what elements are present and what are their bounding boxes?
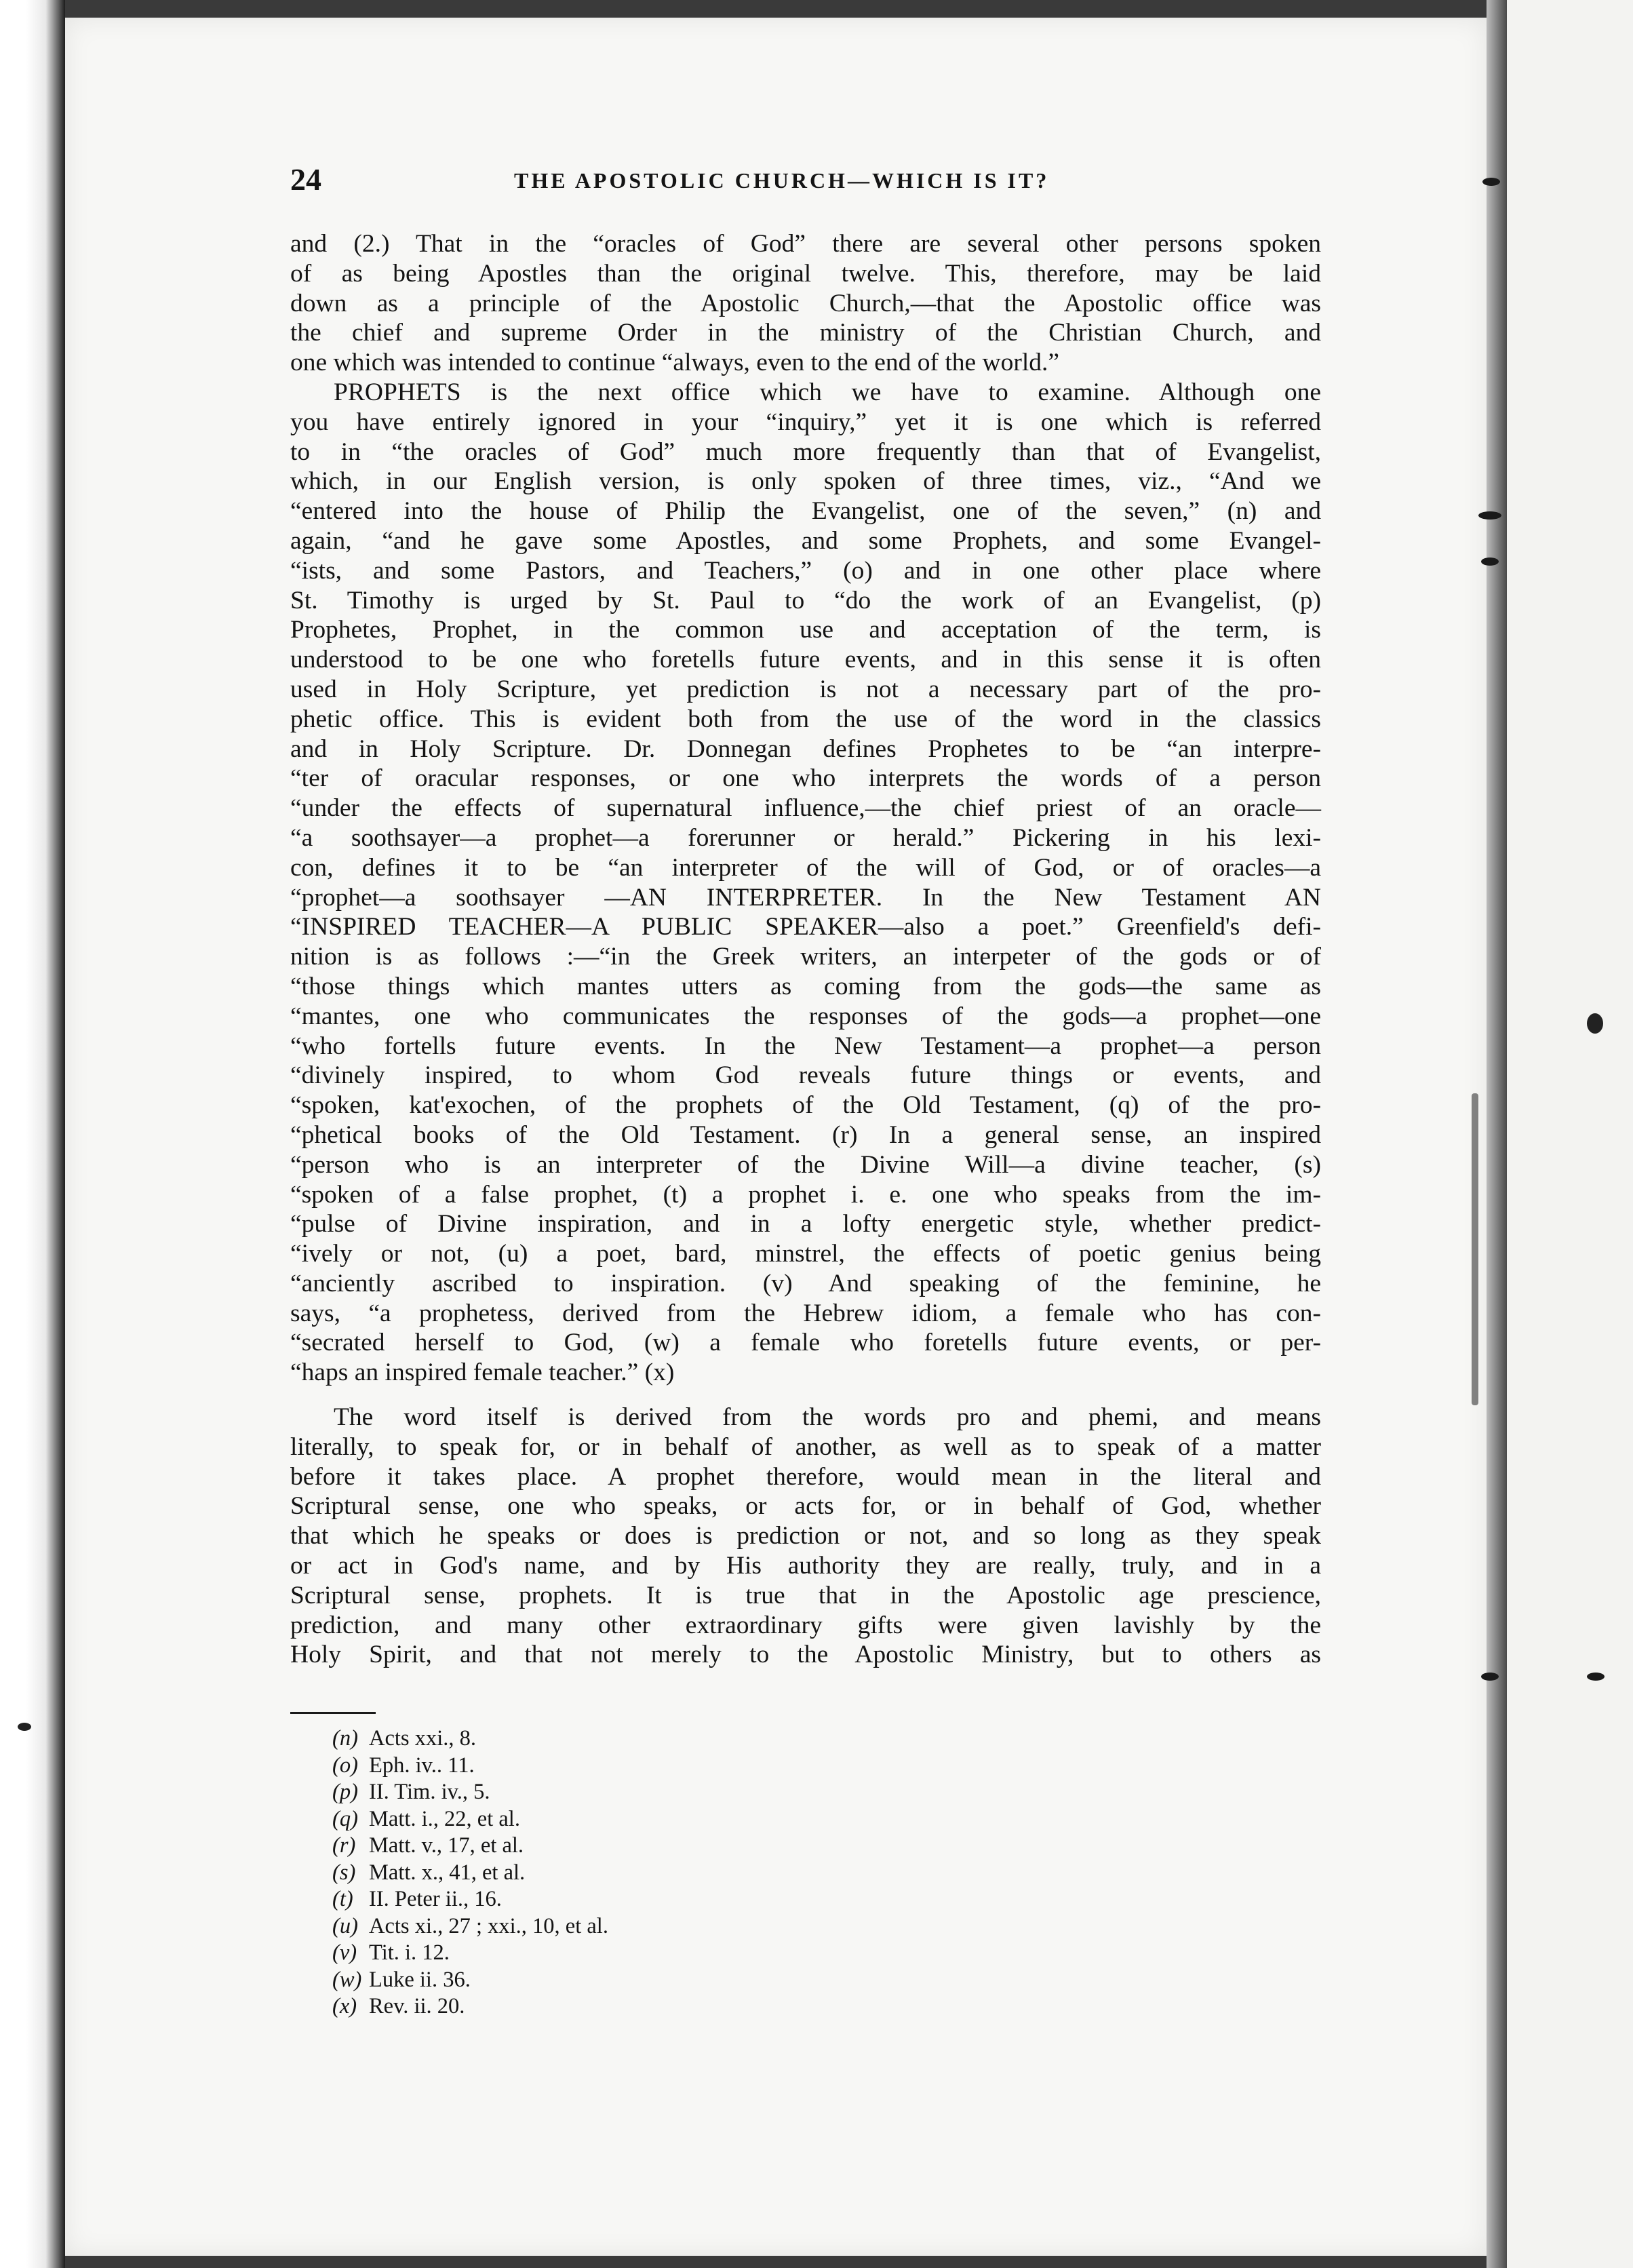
text-line: Prophetes, Prophet, in the common use and acceptation of the term, is: [290, 616, 1321, 644]
text-line: con, defines it to be “an interpreter of the will of God, or of oracles—a: [290, 853, 1321, 882]
text-line: before it takes place. A prophet therefore, would mean in the literal and: [290, 1462, 1321, 1491]
text-line: nition is as follows :—“in the Greek writers, an interpeter of the gods or of: [290, 943, 1321, 971]
footnote-ref: II. Peter ii., 16.: [369, 1887, 502, 1911]
footnote-ref: Matt. x., 41, et al.: [369, 1860, 526, 1885]
text-line: Scriptural sense, prophets. It is true that in the Apostolic age prescience,: [290, 1581, 1321, 1609]
footnote-mark: (n): [332, 1726, 358, 1751]
footnote: [332, 1753, 608, 1780]
text-line: “those things which mantes utters as coming from the gods—the same as: [290, 972, 1321, 1000]
footnote-mark: (v): [332, 1940, 357, 1965]
text-line: “spoken, kat'exochen, of the prophets of the Old Testament, (q) of the pro-: [290, 1091, 1321, 1120]
text-line: “who fortells future events. In the New Testament—a prophet—a person: [290, 1032, 1321, 1060]
footnote-mark: (q): [332, 1806, 358, 1831]
text-line: “INSPIRED TEACHER—A PUBLIC SPEAKER—also a poet.” Greenfield's defi-: [290, 913, 1321, 941]
binding-shadow: [1472, 1093, 1478, 1405]
text-line: Holy Spirit, and that not merely to the Apostolic Ministry, but to others as: [290, 1641, 1321, 1669]
text-line: literally, to speak for, or in behalf of another, as well as to speak of a matter: [290, 1432, 1321, 1461]
page-number: 24: [290, 162, 321, 197]
page-gutter: [1487, 0, 1507, 2268]
body-text: [290, 229, 1321, 1670]
footnote: [332, 1886, 608, 1913]
footnote-mark: (w): [332, 1967, 362, 1992]
text-line: and (2.) That in the “oracles of God” there are several other persons spoken: [290, 230, 1321, 258]
text-line: “prophet—a soothsayer —AN INTERPRETER. In the New Testament AN: [290, 883, 1321, 912]
text-line: the chief and supreme Order in the ministry of the Christian Church, and: [290, 319, 1321, 347]
text-line: of as being Apostles than the original twelve. This, therefore, may be laid: [290, 259, 1321, 288]
text-line: “under the effects of supernatural influence,—the chief priest of an oracle—: [290, 794, 1321, 823]
footnote-ref: II. Tim. iv., 5.: [369, 1780, 490, 1804]
footnote-ref: Luke ii. 36.: [369, 1967, 471, 1992]
footnote-ref: Matt. v., 17, et al.: [369, 1833, 524, 1858]
text-line: “ively or not, (u) a poet, bard, minstrel, the effects of poetic genius being: [290, 1240, 1321, 1268]
scan-speck: [1481, 1673, 1499, 1681]
footnote-mark: (p): [332, 1780, 358, 1804]
footnote-mark: (t): [332, 1887, 353, 1911]
footnote: [332, 1967, 608, 1994]
text-line: to in “the oracles of God” much more frequently than that of Evangelist,: [290, 437, 1321, 466]
text-line: phetic office. This is evident both from the use of the word in the classics: [290, 705, 1321, 733]
scan-speck: [1482, 178, 1500, 186]
adjacent-page-edge: [1507, 0, 1633, 2268]
text-line: that which he speaks or does is prediction or not, and so long as they speak: [290, 1522, 1321, 1550]
footnotes: [332, 1725, 608, 2020]
text-line: prediction, and many other extraordinary gifts were given lavishly by the: [290, 1611, 1321, 1639]
text-line: says, “a prophetess, derived from the Hebrew idiom, a female who has con-: [290, 1299, 1321, 1327]
text-line: one which was intended to continue “always, even to the end of the world.”: [290, 349, 1060, 377]
text-line: understood to be one who foretells future events, and in this sense it is often: [290, 646, 1321, 674]
text-line: again, “and he gave some Apostles, and some Prophets, and some Evangel-: [290, 526, 1321, 555]
footnote-mark: (r): [332, 1833, 356, 1858]
text-line: or act in God's name, and by His authority they are really, truly, and in a: [290, 1552, 1321, 1580]
footnote: [332, 1940, 608, 1967]
text-line: and in Holy Scripture. Dr. Donnegan defines Prophetes to be “an interpre-: [290, 735, 1321, 763]
footnote-mark: (x): [332, 1994, 357, 2018]
text-line: “ter of oracular responses, or one who interprets the words of a person: [290, 764, 1321, 793]
paragraph-gap: [290, 1388, 1321, 1403]
text-line: “a soothsayer—a prophet—a forerunner or herald.” Pickering in his lexi-: [290, 823, 1321, 852]
text-line: “secrated herself to God, (w) a female who foretells future events, or per-: [290, 1329, 1321, 1357]
footnote-ref: Tit. i. 12.: [369, 1940, 450, 1965]
text-line: “entered into the house of Philip the Evangelist, one of the seven,” (n) and: [290, 497, 1321, 526]
text-line: “pulse of Divine inspiration, and in a lofty energetic style, whether predict-: [290, 1210, 1321, 1238]
text-line: “ists, and some Pastors, and Teachers,” (o) and in one other place where: [290, 556, 1321, 585]
scan-left-margin: [0, 0, 65, 2268]
text-line: “mantes, one who communicates the responses of the gods—a prophet—one: [290, 1002, 1321, 1030]
footnote-mark: (s): [332, 1860, 356, 1885]
footnote-mark: (u): [332, 1913, 358, 1938]
text-line: The word itself is derived from the words pro and phemi, and means: [334, 1403, 1321, 1432]
footnote: [332, 1806, 608, 1833]
footnote-ref: Rev. ii. 20.: [369, 1994, 465, 2018]
footnote: [332, 1833, 608, 1860]
text-line: “haps an inspired female teacher.” (x): [290, 1358, 675, 1387]
text-line: down as a principle of the Apostolic Church,—that the Apostolic office was: [290, 289, 1321, 317]
text-line: which, in our English version, is only spoken of three times, viz., “And we: [290, 467, 1321, 496]
footnote-ref: Acts xi., 27 ; xxi., 10, et al.: [369, 1913, 608, 1938]
footnote: [332, 1993, 608, 2020]
text-line: used in Holy Scripture, yet prediction is not a necessary part of the pro-: [290, 675, 1321, 703]
text-line: you have entirely ignored in your “inquiry,” yet it is one which is referred: [290, 408, 1321, 436]
text-line: Scriptural sense, one who speaks, or acts for, or in behalf of God, whether: [290, 1492, 1321, 1521]
scan-speck: [1478, 511, 1501, 520]
text-line: “person who is an interpreter of the Divine Will—a divine teacher, (s): [290, 1150, 1321, 1179]
text-line: St. Timothy is urged by St. Paul to “do the work of an Evangelist, (p): [290, 586, 1321, 614]
footnote-rule: [290, 1712, 376, 1714]
footnote-ref: Matt. i., 22, et al.: [369, 1806, 520, 1831]
scan-speck: [1587, 1673, 1605, 1681]
footnote: [332, 1860, 608, 1887]
text-line: PROPHETS is the next office which we have to examine. Although one: [334, 378, 1321, 406]
footnote: [332, 1725, 608, 1753]
footnote-ref: Acts xxi., 8.: [369, 1726, 476, 1751]
footnote-ref: Eph. iv.. 11.: [369, 1753, 475, 1778]
page-header: [290, 161, 1321, 202]
footnote-mark: (o): [332, 1753, 358, 1778]
text-line: “spoken of a false prophet, (t) a prophet i. e. one who speaks from the im-: [290, 1180, 1321, 1209]
footnote: [332, 1913, 608, 1940]
text-line: “anciently ascribed to inspiration. (v) And speaking of the feminine, he: [290, 1269, 1321, 1297]
running-title: THE APOSTOLIC CHURCH—WHICH IS IT?: [514, 168, 1050, 193]
scan-speck: [1587, 1013, 1603, 1034]
scan-speck: [18, 1723, 31, 1731]
footnote: [332, 1779, 608, 1806]
text-line: “phetical books of the Old Testament. (r) In a general sense, an inspired: [290, 1120, 1321, 1149]
text-line: “divinely inspired, to whom God reveals future things or events, and: [290, 1061, 1321, 1090]
scan-speck: [1481, 558, 1499, 566]
